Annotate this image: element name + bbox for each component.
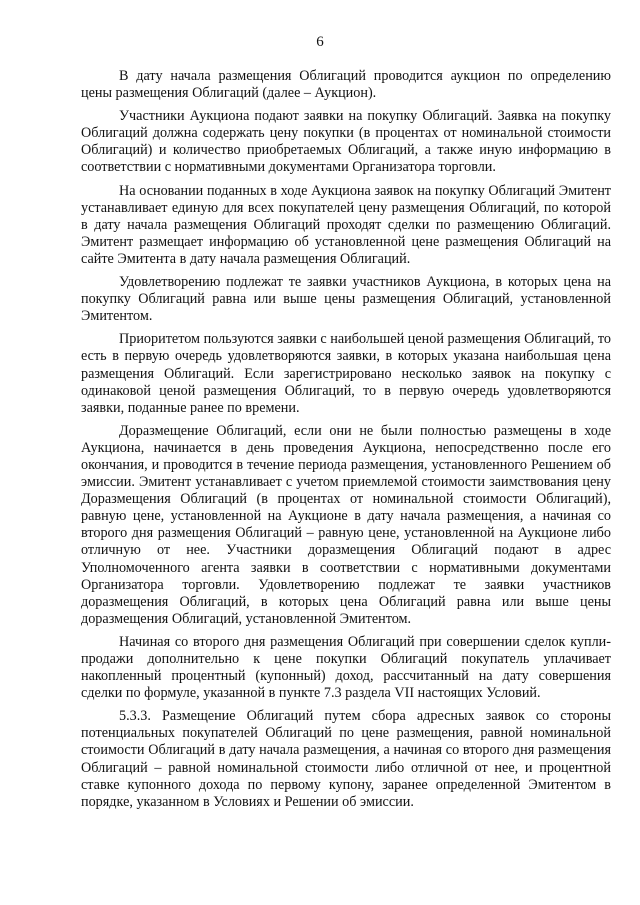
paragraph-satisfied-bids: Удовлетворению подлежат те заявки участников Аукциона, в которых цена на покупку Облигаций равна или выше цены размещения Облигаций, установленной Эмитентом. [81,274,611,325]
paragraph-bid-requirements: Участники Аукциона подают заявки на покупку Облигаций. Заявка на покупку Облигаций должна содержать цену покупки (в процентах от номинальной стоимости Облигаций) и количество приобретаемых Облигаций, а также иную информацию в соответствии с нормативными документами Организатора торговли. [81,108,611,176]
page-number: 6 [316,34,324,50]
document-body [81,68,611,817]
paragraph-additional-placement: Доразмещение Облигаций, если они не были полностью размещены в ходе Аукциона, начинается в день проведения Аукциона, непосредственно после его окончания, и проводится в течение периода размещения, установленного Решением об эмиссии. Эмитент устанавливает с учетом приемлемой стоимости заимствования цену Доразмещения Облигаций (в процентах от номинальной стоимости Облигаций), равную цене, установленной на Аукционе в дату начала размещения, а начиная со второго дня размещения Облигаций – равную цене, установленной на Аукционе либо отличную от нее. Участники доразмещения Облигаций подают в адрес Уполномоченного агента заявки в соответствии с нормативными документами Организатора торговли. Удовлетворению подлежат те заявки участников доразмещения Облигаций, в которых цена Облигаций равна или выше цены доразмещения Облигаций, установленной Эмитентом. [81,422,611,627]
paragraph-price-setting: На основании поданных в ходе Аукциона заявок на покупку Облигаций Эмитент устанавливает единую для всех покупателей цену размещения Облигаций, по которой в дату начала размещения Облигаций проходят сделки по размещению Облигаций. Эмитент размещает информацию об установленной цене размещения Облигаций на сайте Эмитента в дату начала размещения Облигаций. [81,182,611,267]
paragraph-priority: Приоритетом пользуются заявки с наибольшей ценой размещения Облигаций, то есть в первую очередь удовлетворяются заявки, в которых указана наибольшая цена размещения Облигаций. Если зарегистрировано несколько заявок на покупку с одинаковой ценой размещения Облигаций, то в первую очередь удовлетворяются заявки, поданные ранее по времени. [81,331,611,416]
paragraph-section-5-3-3: 5.3.3. Размещение Облигаций путем сбора адресных заявок со стороны потенциальных покупателей Облигаций по цене размещения, равной номинальной стоимости Облигаций в дату начала размещения, а начиная со второго дня размещения Облигаций – равной номинальной стоимости либо отличной от нее, и процентной ставке купонного дохода по первому купону, заранее определенной Эмитентом в порядке, указанном в Условиях и Решении об эмиссии. [81,708,611,810]
paragraph-auction-intro: В дату начала размещения Облигаций проводится аукцион по определению цены размещения Облигаций (далее – Аукцион). [81,68,611,102]
paragraph-accrued-coupon: Начиная со второго дня размещения Облигаций при совершении сделок купли-продажи дополнительно к цене покупки Облигаций покупатель уплачивает накопленный процентный (купонный) доход, рассчитанный на дату совершения сделки по формуле, указанной в пункте 7.3 раздела VII настоящих Условий. [81,633,611,702]
